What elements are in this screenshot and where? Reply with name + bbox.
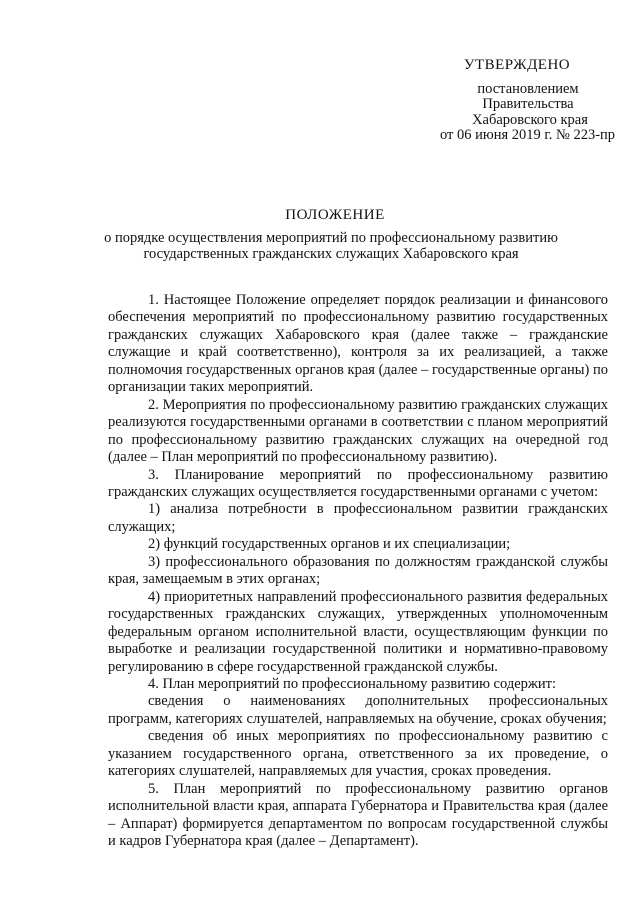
approval-line-3: Хабаровского края <box>472 111 588 128</box>
paragraph: 2) функций государственных органов и их специализации; <box>148 536 511 553</box>
paragraph: 3) профессионального образования по должностям гражданской службы края, замещаемым в этих органах; <box>108 553 608 588</box>
approval-date: от 06 июня 2019 г. № 223-пр <box>440 127 616 143</box>
approval-stamp <box>400 58 620 144</box>
document-body <box>108 292 608 851</box>
document-title: ПОЛОЖЕНИЕ <box>285 207 385 223</box>
paragraph: 3. Планирование мероприятий по профессиональному развитию гражданских служащих осуществляется государственными органами с учетом: <box>108 466 608 500</box>
paragraph: сведения о наименованиях дополнительных профессиональных программ, категориях слушателей, направляемых на обучение, сроках обучения; <box>108 693 608 727</box>
approval-line-1: постановлением <box>477 80 579 97</box>
paragraph: сведения об иных мероприятиях по профессиональному развитию с указанием государственного органа, ответственного за их проведение, о категориях слушателей, направляемых для участия, сроках проведения. <box>108 728 608 780</box>
document-title-block <box>80 207 560 262</box>
document-subtitle-line-1: о порядке осуществления мероприятий по профессиональному развитию <box>104 230 558 246</box>
document-subtitle-line-2: государственных гражданских служащих Хабаровского края <box>143 245 519 262</box>
paragraph: 1) анализа потребности в профессиональном развитии гражданских служащих; <box>108 501 608 535</box>
paragraph: 5. План мероприятий по профессиональному развитию органов исполнительной власти края, аппарата Губернатора и Правительства края (далее – Аппарат) формируется департаментом по вопросам государственной службы и кадров Губернатора края (далее – Департамент). <box>108 780 608 850</box>
paragraph: 4) приоритетных направлений профессионального развития федеральных государственных гражданских служащих, утвержденных уполномоченным федеральным органом исполнительной власти, осуществляющим функции по выработке и реализации государственной политики и нормативно-правовому регулированию в сфере государственной гражданской службы. <box>108 588 608 675</box>
approval-line-2: Правительства <box>482 96 574 112</box>
paragraph: 4. План мероприятий по профессиональному развитию содержит: <box>148 675 557 692</box>
paragraph: 1. Настоящее Положение определяет порядок реализации и финансового обеспечения мероприятий по профессиональному развитию государственных гражданских служащих Хабаровского края (далее также – гражданские служащие и край соответственно), контроля за их реализацией, а также полномочия государственных органов края (далее – государственные органы) по организации таких мероприятий. <box>108 292 608 396</box>
approved-heading: УТВЕРЖДЕНО <box>463 57 571 73</box>
paragraph: 2. Мероприятия по профессиональному развитию гражданских служащих реализуются государственными органами в соответствии с планом мероприятий по профессиональному развитию гражданских служащих на очередной год (далее – План мероприятий по профессиональному развитию). <box>108 396 608 466</box>
